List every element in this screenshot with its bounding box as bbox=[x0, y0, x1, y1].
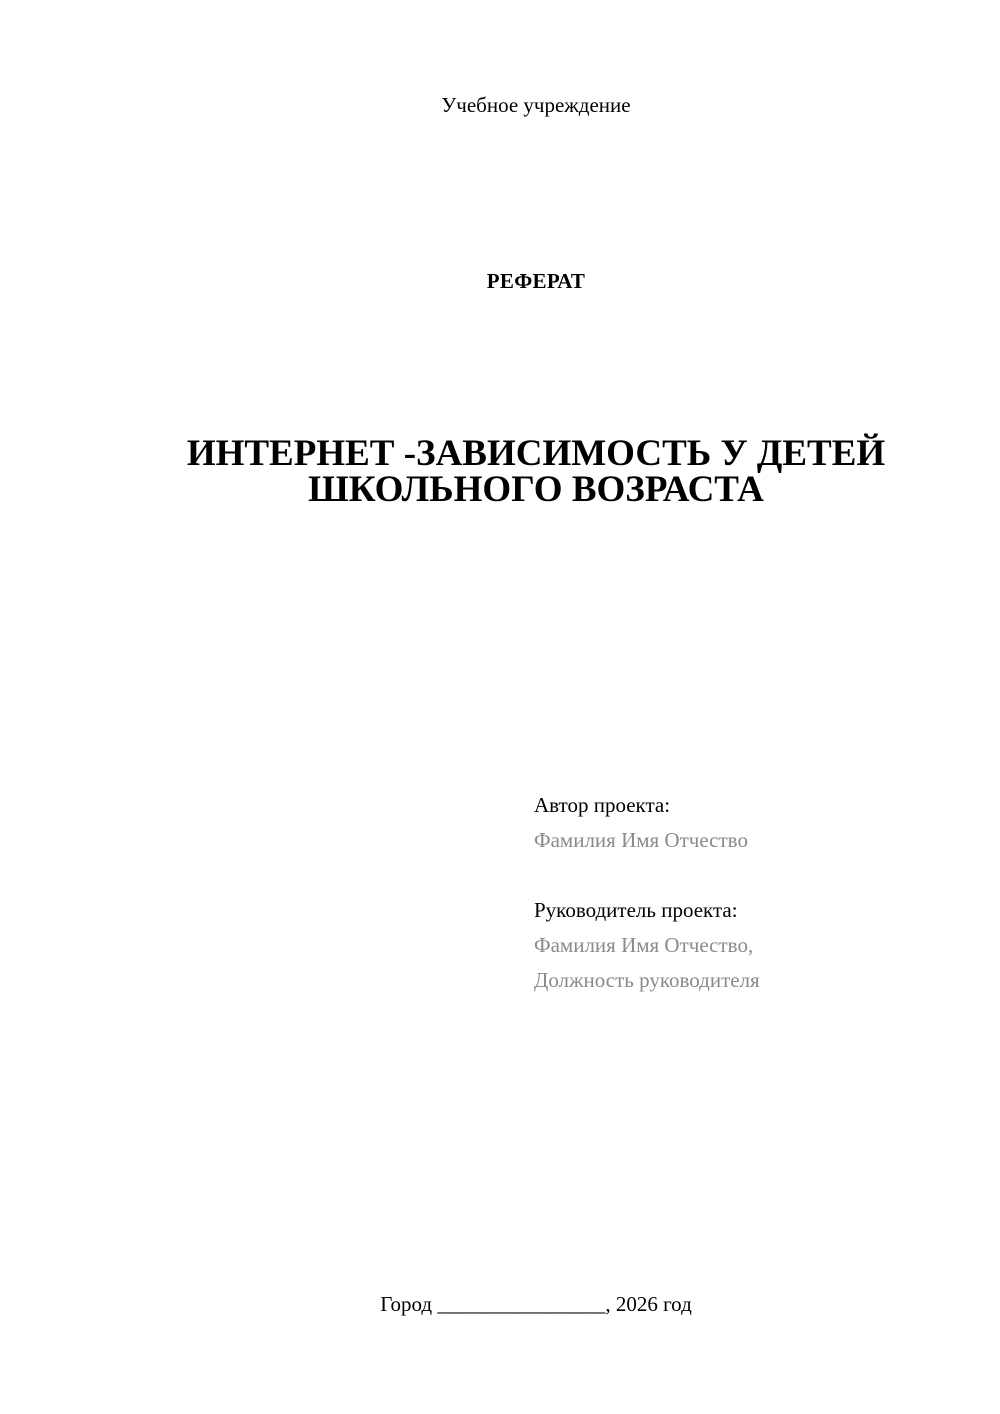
supervisor-position: Должность руководителя bbox=[534, 968, 760, 992]
document-title-line-2: ШКОЛЬНОГО ВОЗРАСТА bbox=[308, 469, 764, 510]
credits-block bbox=[534, 788, 974, 998]
document-type: РЕФЕРАТ bbox=[486, 269, 586, 293]
document-title-line-1: ИНТЕРНЕТ -ЗАВИСИМОСТЬ У ДЕТЕЙ bbox=[186, 433, 886, 474]
supervisor-label: Руководитель проекта: bbox=[534, 898, 738, 922]
supervisor-name: Фамилия Имя Отчество, bbox=[534, 933, 754, 957]
institution-name: Учебное учреждение bbox=[441, 93, 631, 117]
author-name: Фамилия Имя Отчество bbox=[534, 828, 748, 852]
city-year-line: Город ________________, 2026 год bbox=[380, 1292, 692, 1316]
document-title bbox=[0, 433, 1000, 510]
credits-spacer bbox=[534, 858, 974, 893]
author-label: Автор проекта: bbox=[534, 793, 671, 817]
